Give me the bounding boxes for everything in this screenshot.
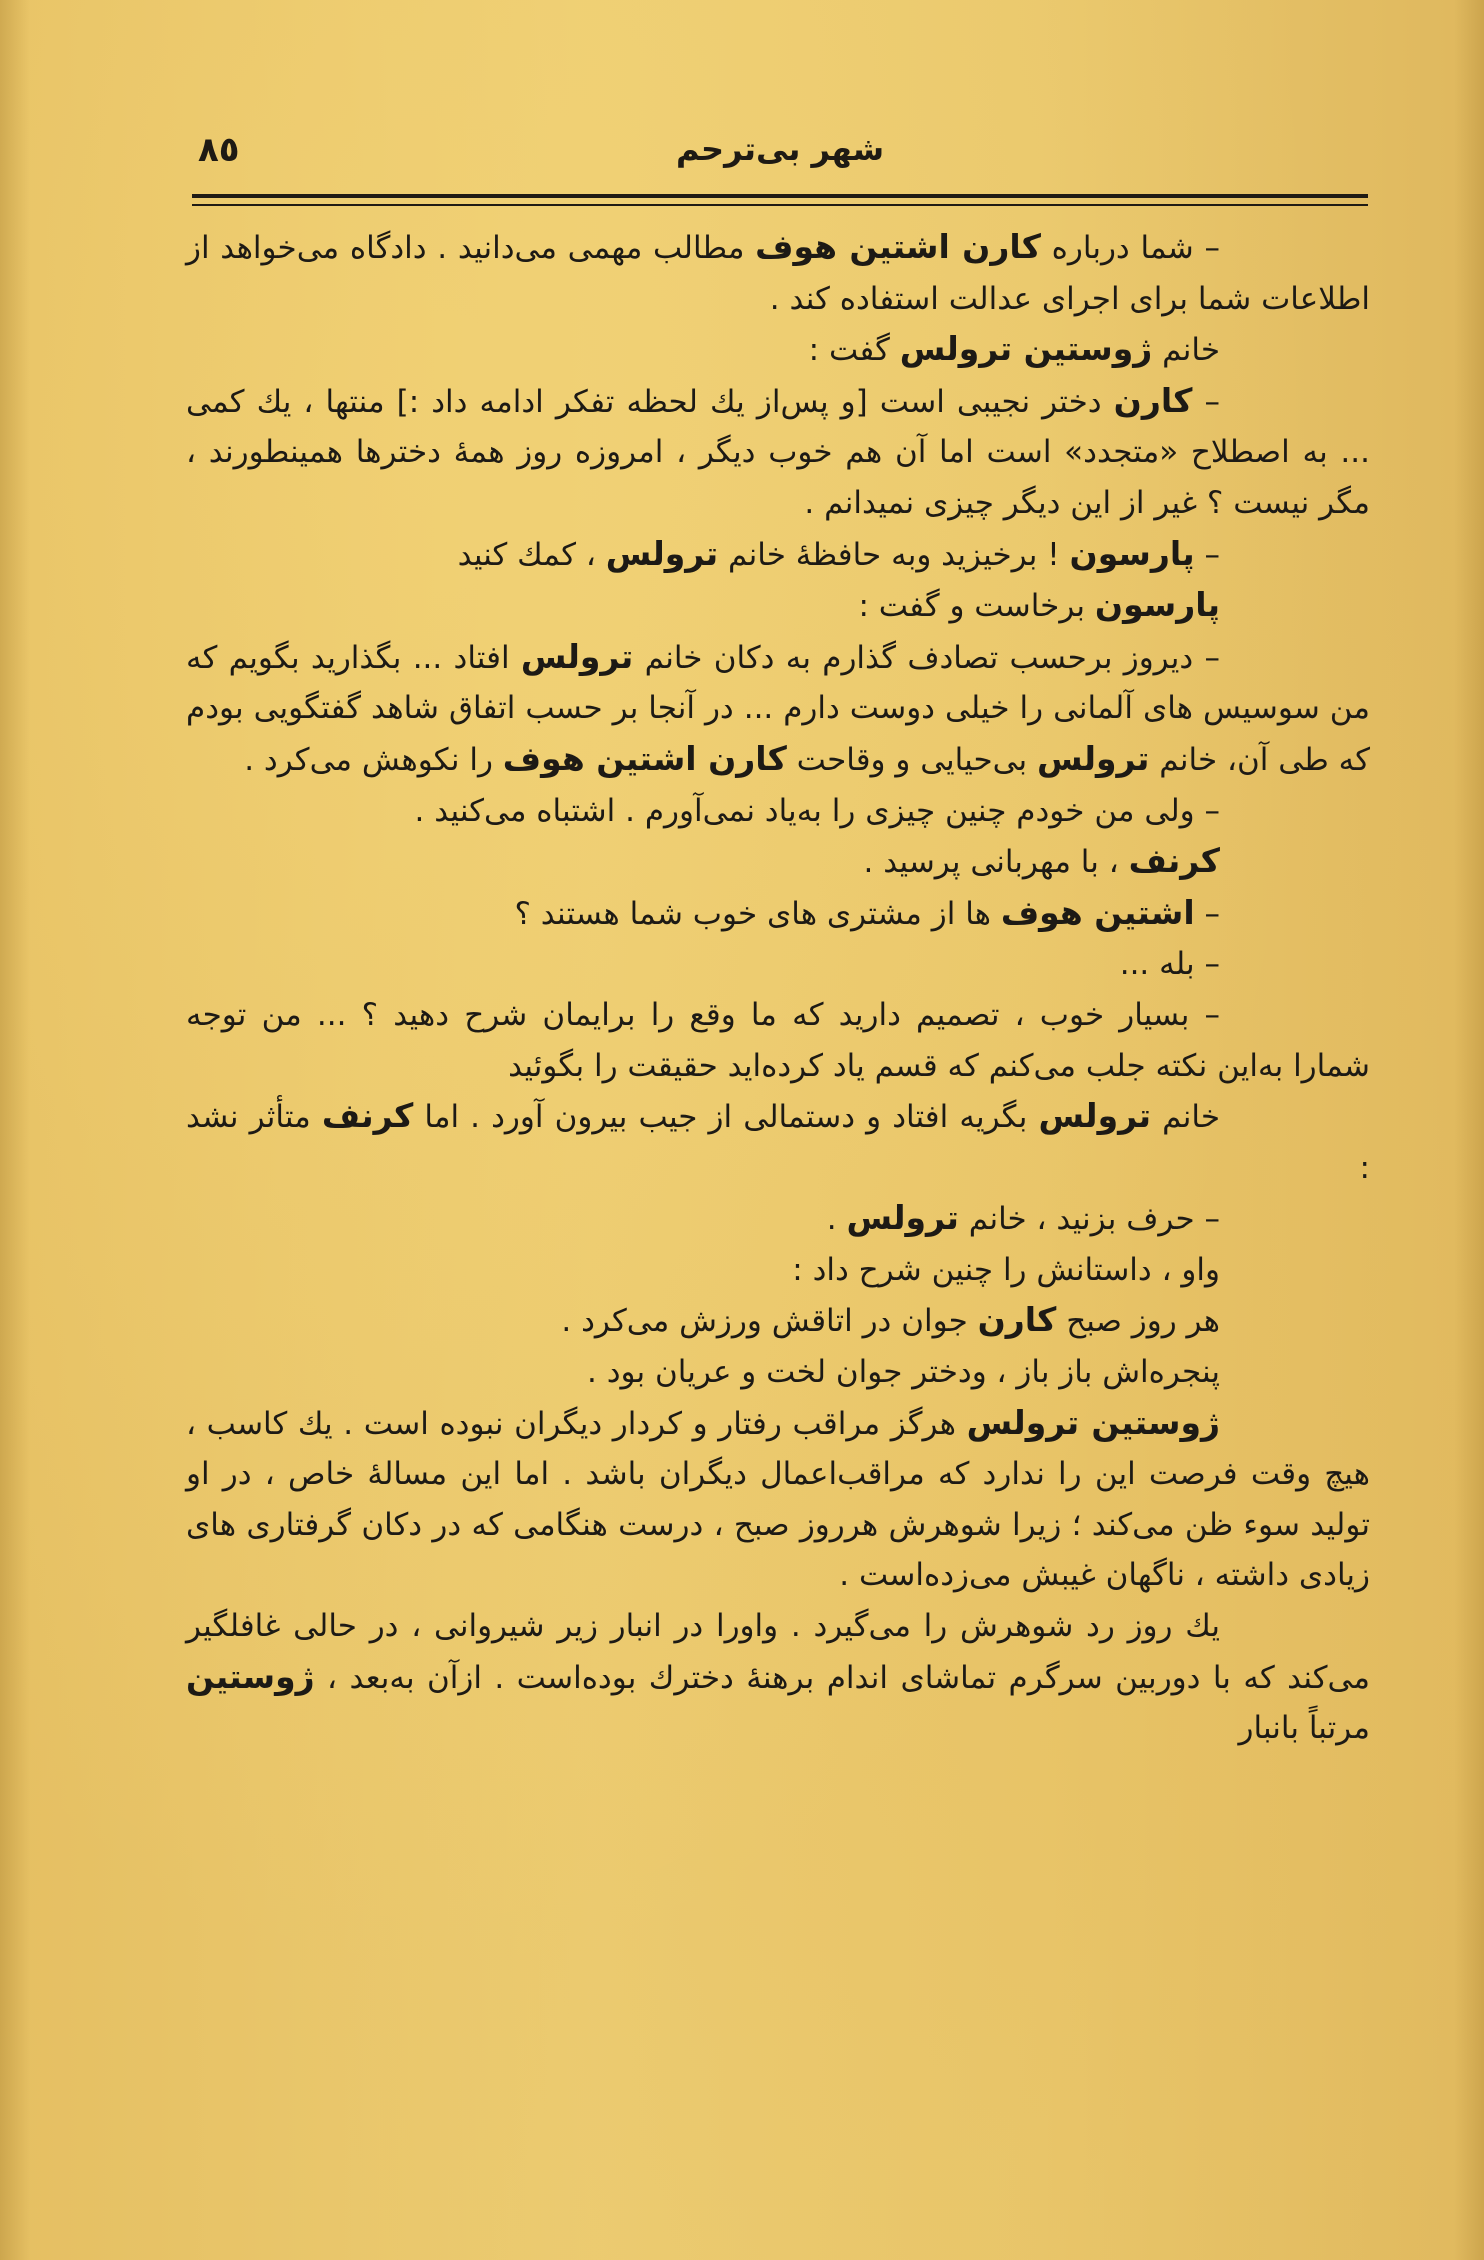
bold-name-text: ترولس xyxy=(846,1198,959,1238)
page-header xyxy=(190,130,1370,180)
bold-name-text: کارن xyxy=(1113,380,1193,420)
paragraph xyxy=(186,632,1370,786)
bold-name-text: پارسون xyxy=(1094,585,1220,625)
bold-name-text: کرنف xyxy=(1128,841,1220,881)
paragraph-text: ، کمك کنید xyxy=(457,536,606,573)
paragraph xyxy=(186,1193,1370,1245)
paragraph-text: – ولی من خودم چنین چیزی را به‌یاد نمی‌آورم . اشتباه می‌کنید . xyxy=(414,792,1220,829)
paragraph xyxy=(186,580,1370,632)
bold-name-text: ترولس xyxy=(1036,738,1150,778)
bold-name-text: کرنف xyxy=(321,1096,414,1136)
paragraph-text: هرگز مراقب رفتار و کردار دیگران نبوده است . يك کاسب ، هیچ وقت فرصت این را ندارد که مراقب‌اعمال دیگران باشد . اما این مسالهٔ خاص ، در او تولید سوء ظن می‌کند ؛ زیرا شوهرش هرروز صبح ، درست هنگامی که در دکان گرفتاری های زیادی داشته ، ناگهان غیبش می‌زده‌است . xyxy=(186,1405,1370,1594)
paragraph-text: يك روز رد شوهرش را می‌گیرد . واورا در انبار زیر شیروانی ، در حالی غافلگیر می‌کند که با دوربین سرگرم تماشای اندام برهنهٔ دخترك بوده‌است . ازآن به‌بعد ، xyxy=(186,1608,1370,1696)
paragraph-text: – شما درباره xyxy=(1040,230,1221,266)
paragraph-text: برخاست و گفت : xyxy=(858,588,1095,625)
body-text xyxy=(186,222,1370,1754)
paragraph xyxy=(186,376,1370,529)
paragraph-text: ، با مهربانی پرسید . xyxy=(863,844,1129,881)
paragraph-text: خانم xyxy=(1152,332,1220,369)
paragraph xyxy=(186,786,1370,837)
paragraph xyxy=(186,939,1370,990)
paragraph-text: – بسیار خوب ، تصمیم دارید که ما وقع را برایمان شرح دهید ؟ ... من توجه شمارا به‌این نکته جلب می‌کنم که قسم یاد کرده‌اید حقیقت را بگوئید xyxy=(186,996,1370,1084)
paragraph-text: گفت : xyxy=(808,332,900,369)
paragraph-text: – بله ... xyxy=(1119,946,1220,983)
bold-name-text: کارن اشتین هوف xyxy=(502,738,787,778)
bold-name-text: ترولس xyxy=(520,636,634,676)
paragraph-text: . xyxy=(826,1201,847,1238)
bold-name-text: ترولس xyxy=(605,533,719,573)
paragraph xyxy=(186,1398,1370,1601)
bold-name-text: کارن اشتین هوف xyxy=(755,227,1041,266)
page-edge-shadow-left xyxy=(0,0,30,2260)
paragraph-text: مطالب مهمی می‌دانید . دادگاه می‌خواهد از اطلاعات شما برای اجرای عدالت استفاده کند . xyxy=(186,230,1370,317)
paragraph-text: – xyxy=(1194,895,1220,932)
bold-name-text: اشتین هوف xyxy=(1000,892,1195,932)
paragraph xyxy=(186,990,1370,1091)
paragraph-text: خانم xyxy=(1151,1099,1220,1136)
header-rule-thick xyxy=(192,194,1368,198)
paragraph-text: – xyxy=(1194,536,1220,573)
page-edge-shadow-right xyxy=(1454,0,1484,2260)
paragraph-text: بگریه افتاد و دستمالی از جیب بیرون آورد . اما xyxy=(413,1099,1039,1136)
bold-name-text: ژوستین ترولس xyxy=(899,329,1153,369)
bold-name-text: ترولس xyxy=(1038,1096,1152,1136)
paragraph-text: دختر نجیبی است [و پس‌از يك لحظه تفکر ادامه داد :] منتها ، يك کمی ... به اصطلاح «متجدد» است اما آن هم خوب دیگر ، امروزه روز همهٔ دخترها همینطورند ، مگر نیست ؟ غیر از این دیگر چیزی نمیدانم . xyxy=(186,383,1370,521)
bold-name-text: کارن xyxy=(977,1300,1057,1340)
paragraph xyxy=(186,529,1370,581)
paragraph-text: را نکوهش می‌کرد . xyxy=(244,741,503,778)
running-title: شهر بی‌ترحم xyxy=(675,130,885,168)
bold-name-text: ژوستین xyxy=(186,1656,315,1696)
paragraph xyxy=(186,836,1370,888)
paragraph-text: هر روز صبح xyxy=(1056,1303,1220,1340)
paragraph-text: جوان در اتاقش ورزش می‌کرد . xyxy=(561,1303,978,1340)
header-rule-thin xyxy=(192,204,1368,206)
paragraph xyxy=(186,888,1370,940)
paragraph xyxy=(186,222,1370,324)
paragraph xyxy=(186,1601,1370,1754)
paragraph xyxy=(186,1347,1370,1398)
paragraph xyxy=(186,1091,1370,1193)
paragraph-text: – حرف بزنید ، خانم xyxy=(958,1201,1220,1238)
paragraph-text: واو ، داستانش را چنین شرح داد : xyxy=(792,1251,1220,1288)
paragraph-text: – دیروز برحسب تصادف گذارم به دکان خانم xyxy=(633,639,1220,676)
paragraph-text: پنجره‌اش باز باز ، ودختر جوان لخت و عریان بود . xyxy=(587,1354,1220,1391)
paragraph-text: متأثر نشد : xyxy=(186,1099,1370,1186)
paragraph-text: افتاد ... بگذارید بگویم که من سوسیس های آلمانی را خیلی دوست دارم ... در آنجا بر حسب اتفاق شاهد گفتگویی بودم که طی آن، خانم xyxy=(186,639,1370,778)
paragraph xyxy=(186,1245,1370,1296)
bold-name-text: پارسون xyxy=(1069,533,1195,573)
bold-name-text: ژوستین ترولس xyxy=(966,1402,1220,1442)
paragraph-text: ها از مشتری های خوب شما هستند ؟ xyxy=(514,895,1001,932)
paragraph-text: ! برخیزید وبه حافظهٔ خانم xyxy=(718,536,1070,573)
paragraph-text: – xyxy=(1192,383,1220,420)
paragraph xyxy=(186,324,1370,376)
paragraph xyxy=(186,1295,1370,1347)
page-number: ٨٥ xyxy=(198,130,240,170)
paragraph-text: بی‌حیایی و وقاحت xyxy=(786,741,1037,778)
paragraph-text: مرتباً بانبار xyxy=(1238,1710,1370,1747)
